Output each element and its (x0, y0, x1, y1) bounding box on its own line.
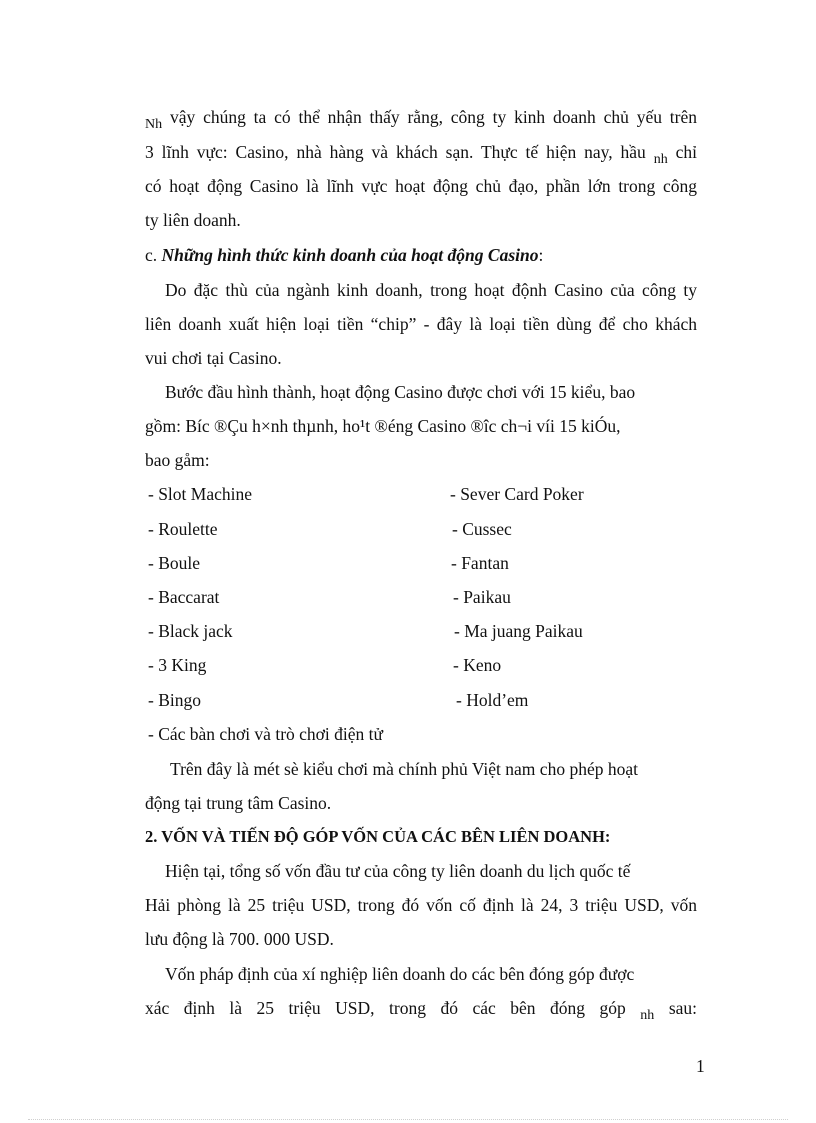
paragraph-4-line-2: động tại trung tâm Casino. (145, 793, 332, 813)
paragraph-3-line-2: gồm: Bíc ®Çu h×nh thµnh, ho¹t ®éng Casino ®îc ch¬i víi 15 kiÓu, (145, 416, 621, 436)
paragraph-5-line-2: Hải phòng là 25 triệu USD, trong đó vốn cố định là 24, 3 triệu USD, vốn (145, 895, 697, 915)
list-item: - Paikau (453, 587, 511, 607)
page-bottom-rule (28, 1119, 788, 1120)
text-run: chỉ (675, 142, 697, 162)
list-item: - Bingo (148, 690, 201, 710)
text-run: xác định là 25 triệu USD, trong đó các bên đóng góp (145, 998, 626, 1018)
list-item: - Slot Machine (148, 484, 253, 504)
text-run: 3 lĩnh vực: Casino, nhà hàng và khách sạn. Thực tế hiện nay, hầu (145, 142, 646, 162)
list-item: - Ma juang Paikau (454, 621, 583, 641)
section-c-prefix: c. (145, 245, 158, 265)
section-c-heading (145, 244, 697, 266)
paragraph-5-line-3: lưu động là 700. 000 USD. (145, 929, 334, 949)
text-run: sau: (668, 998, 698, 1018)
list-item: - Các bàn chơi và trò chơi điện tử (148, 724, 384, 744)
text-run: vậy chúng ta có thể nhận thấy rằng, công ty kinh doanh chủ yếu trên (169, 107, 698, 127)
ocr-fragment: nh (653, 152, 668, 167)
paragraph-1-line-3: có hoạt động Casino là lĩnh vực hoạt động chủ đạo, phần lớn trong công (145, 176, 697, 196)
paragraph-1-line-1 (145, 106, 697, 131)
paragraph-6-line-1: Vốn pháp định của xí nghiệp liên doanh do các bên đóng góp được (165, 964, 635, 984)
list-item: - Fantan (451, 553, 509, 573)
paragraph-2-line-3: vui chơi tại Casino. (145, 348, 282, 368)
list-item: - Black jack (148, 621, 233, 641)
list-item: - Roulette (148, 519, 218, 539)
section-c-colon: : (538, 245, 544, 265)
paragraph-3-line-1: Bước đầu hình thành, hoạt động Casino được chơi với 15 kiểu, bao (165, 382, 636, 402)
paragraph-6-line-2 (145, 997, 697, 1022)
list-item: - Cussec (452, 519, 512, 539)
paragraph-1-line-2 (145, 141, 697, 166)
list-item: - Sever Card Poker (450, 484, 584, 504)
paragraph-2-line-1: Do đặc thù của ngành kinh doanh, trong hoạt độnh Casino của công ty (165, 280, 697, 300)
section-c-title: Những hình thức kinh doanh của hoạt động Casino (161, 245, 539, 265)
list-item: - 3 King (148, 655, 207, 675)
paragraph-2-line-2: liên doanh xuất hiện loại tiền “chip” - đây là loại tiền dùng để cho khách (145, 314, 697, 334)
list-item: - Hold’em (456, 690, 529, 710)
list-item: - Boule (148, 553, 201, 573)
ocr-fragment: Nh (145, 117, 163, 132)
page-number: 1 (696, 1056, 705, 1076)
paragraph-4-line-1: Trên đây là mét sè kiểu chơi mà chính phủ Việt nam cho phép hoạt (170, 759, 638, 779)
list-item: - Keno (453, 655, 502, 675)
ocr-fragment: nh (640, 1008, 655, 1023)
paragraph-5-line-1: Hiện tại, tổng số vốn đầu tư của công ty liên doanh du lịch quốc tế (165, 861, 631, 881)
paragraph-1-line-4: ty liên doanh. (145, 210, 241, 230)
list-item: - Baccarat (148, 587, 220, 607)
paragraph-3-line-3: bao gåm: (145, 450, 210, 470)
section-2-heading: 2. VỐN VÀ TIẾN ĐỘ GÓP VỐN CỦA CÁC BÊN LIÊN DOANH: (145, 827, 611, 846)
